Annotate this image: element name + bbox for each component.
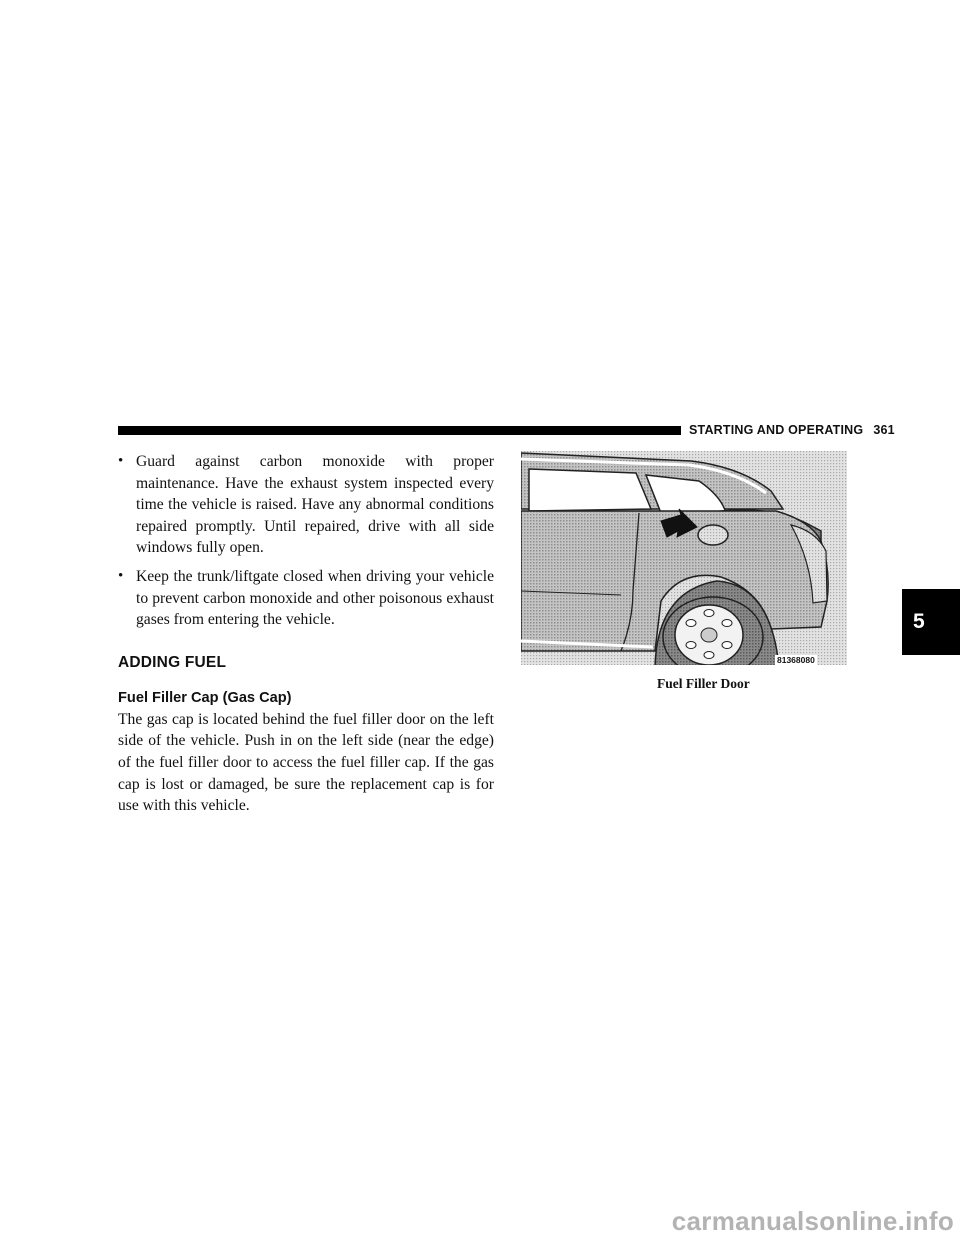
- bullet-item-carbon-monoxide: [118, 451, 494, 559]
- body-paragraph: The gas cap is located behind the fuel filler door on the left side of the vehicle. Push in on the left side (near the edge) of the fuel filler door to access the fuel filler cap. If the gas cap is lost or damaged, be sure the replacement cap is for use with this vehicle.: [118, 710, 494, 815]
- bullet-item-trunk-closed: [118, 566, 494, 631]
- header-rule: [118, 426, 681, 435]
- bullet-icon: •: [118, 453, 124, 469]
- car-rear-quarter-illustration: [521, 451, 847, 667]
- figure-caption: Fuel Filler Door: [657, 676, 750, 691]
- left-column: [118, 451, 494, 817]
- section-heading: ADDING FUEL: [118, 653, 227, 671]
- footer-watermark-url[interactable]: carmanualsonline.info: [671, 1206, 954, 1236]
- chapter-tab: 5: [902, 589, 960, 655]
- running-head: [689, 421, 909, 439]
- bullet-text: Keep the trunk/liftgate closed when driving your vehicle to prevent carbon monoxide and other poisonous exhaust gases from entering the vehicle.: [136, 567, 494, 629]
- bullet-list: [118, 451, 494, 631]
- running-head-section: STARTING AND OPERATING: [689, 423, 864, 437]
- page-number: 361: [873, 423, 895, 437]
- bullet-icon: •: [118, 567, 124, 584]
- bullet-text: Guard against carbon monoxide with proper maintenance. Have the exhaust system inspected every time the vehicle is raised. Have any abnormal conditions repaired promptly. Until repaired, drive with all side windows fully open.: [136, 453, 494, 557]
- figure-code: 81368080: [777, 655, 815, 665]
- fuel-filler-door-figure: [521, 451, 847, 667]
- sub-heading: Fuel Filler Cap (Gas Cap): [118, 689, 292, 706]
